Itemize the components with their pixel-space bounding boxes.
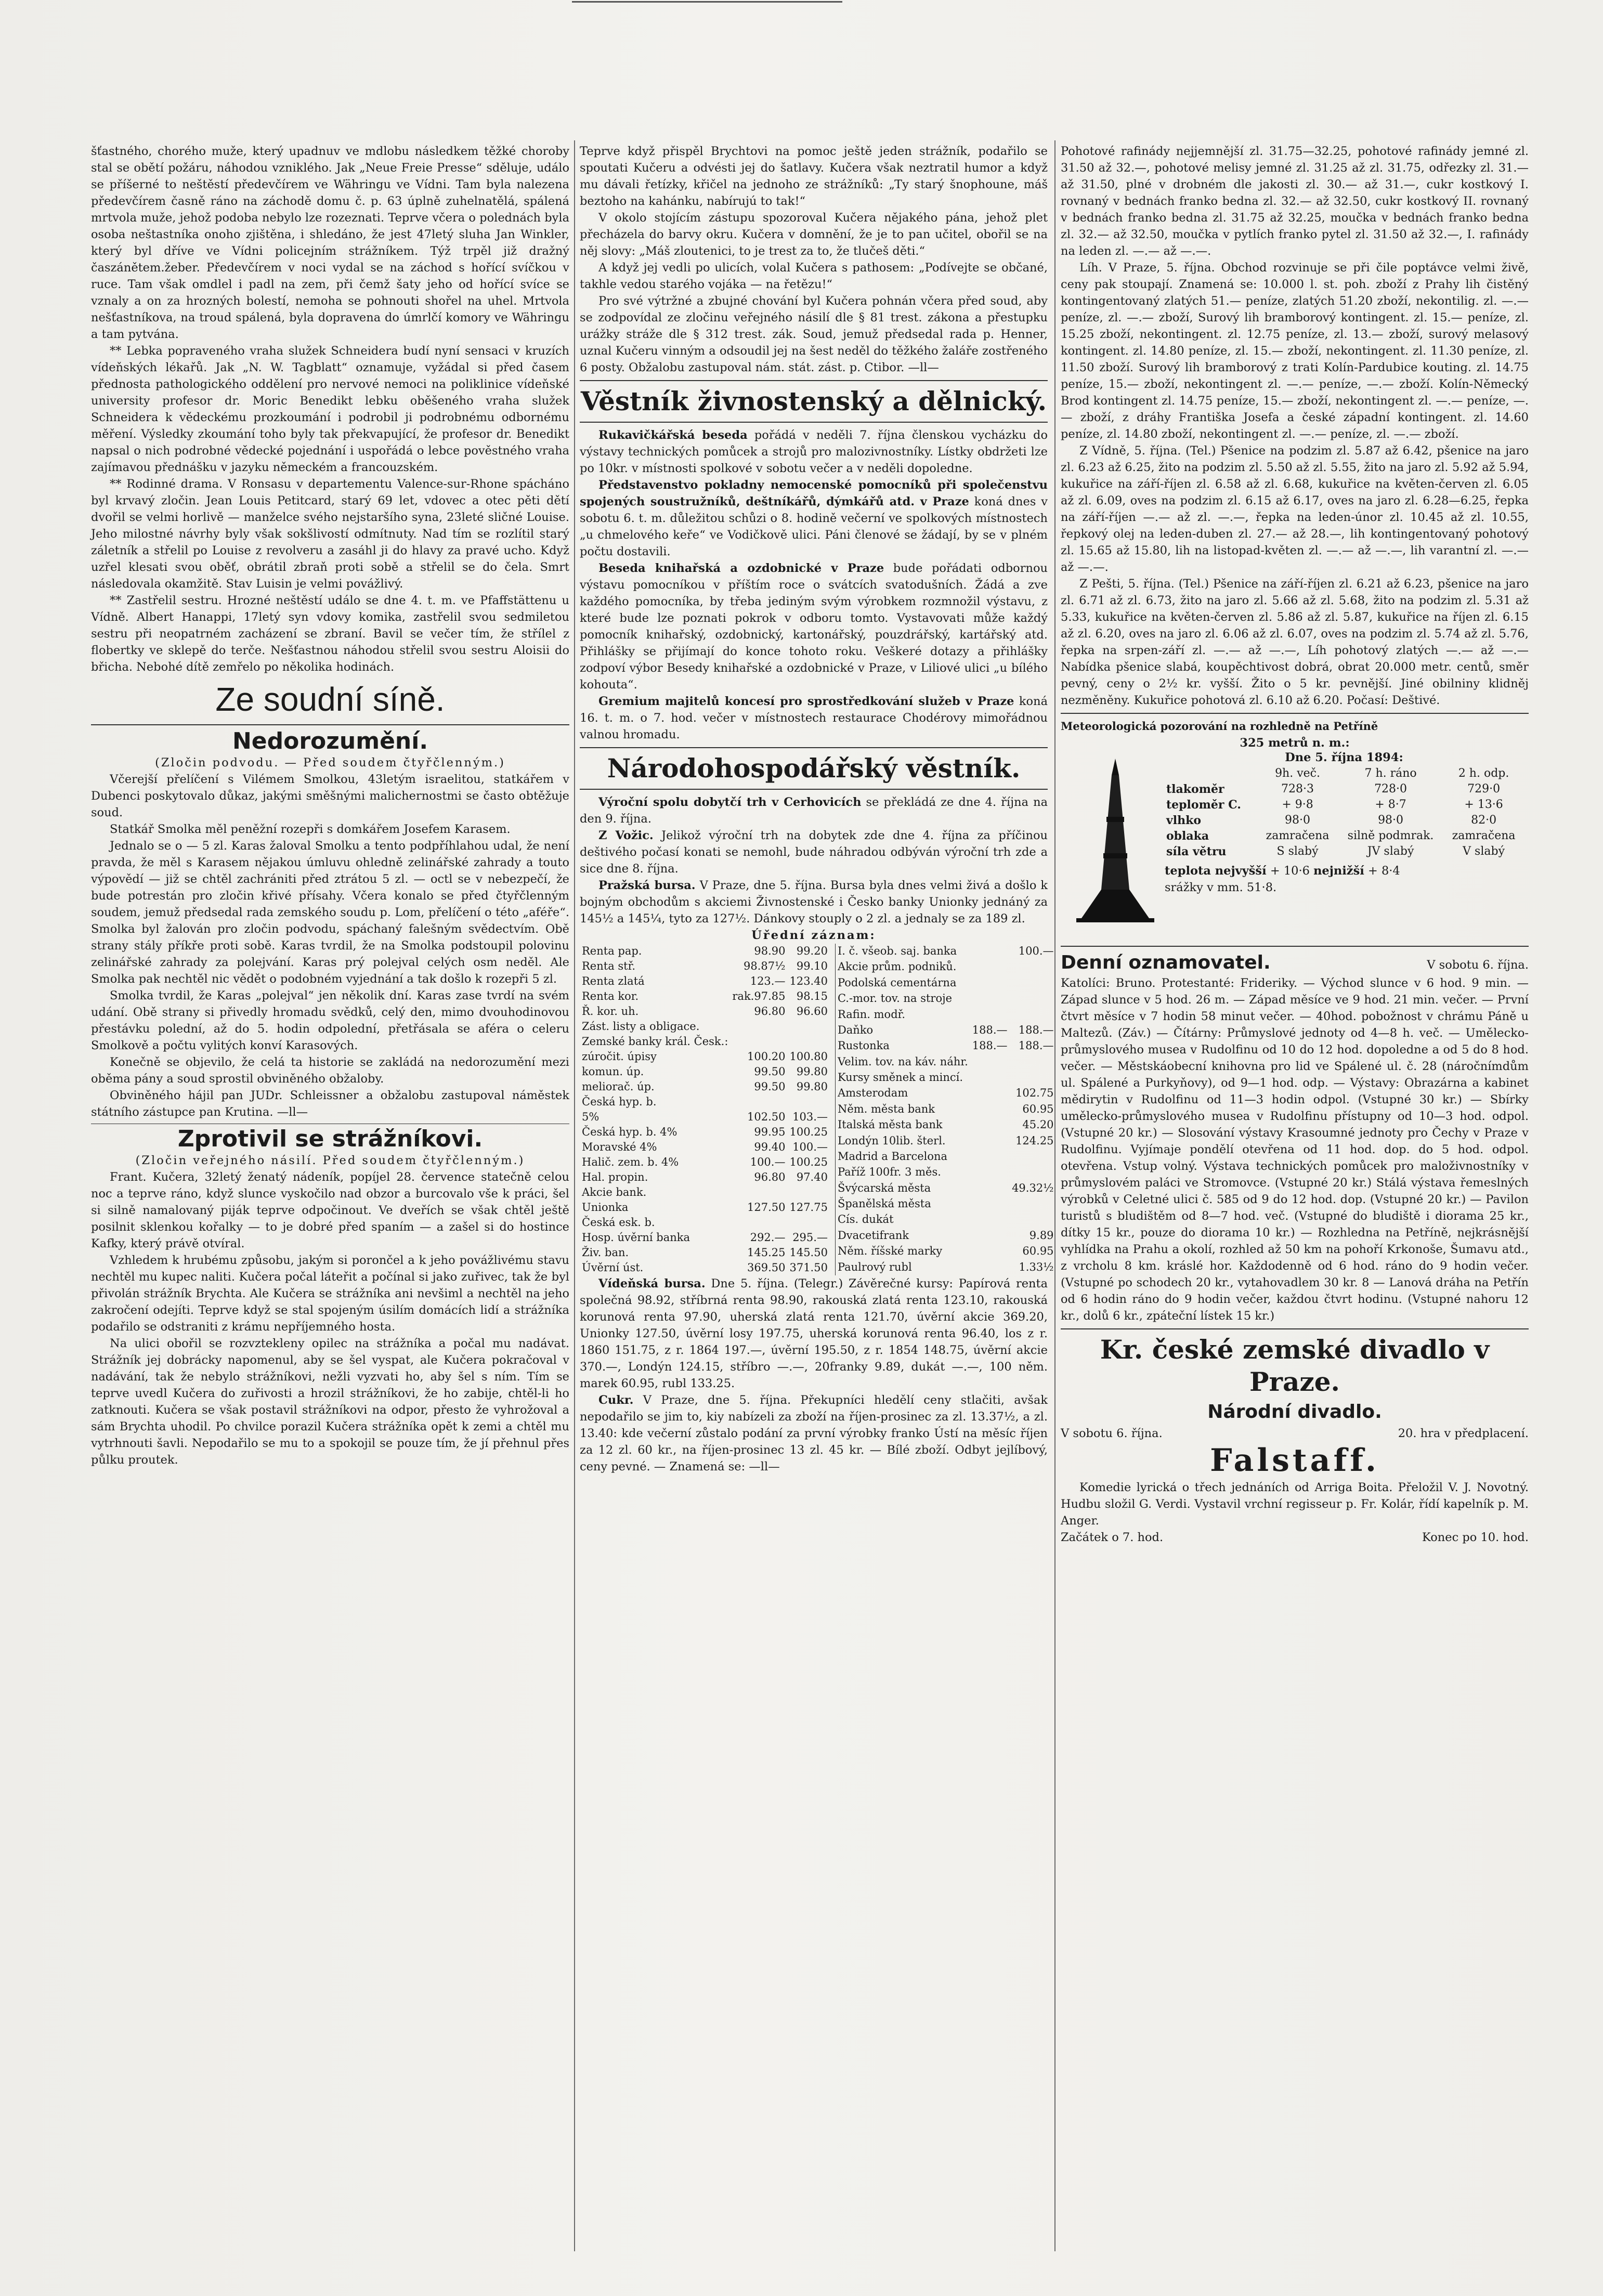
quote-value [970, 1228, 1010, 1244]
quote-row [580, 989, 830, 1004]
notice-head: Výroční spolu dobytčí trh v Cerhovicích [598, 795, 862, 809]
quote-value: 96.80 [754, 1171, 786, 1183]
divider [1061, 1328, 1529, 1329]
quote-value: 98.87½ [743, 960, 786, 972]
quote-row [580, 1155, 830, 1170]
quote-name: Španělská města [837, 1197, 931, 1210]
quote-value: 98.15 [796, 990, 828, 1002]
quotes-left-table [580, 944, 830, 1275]
quote-row [835, 959, 1055, 975]
meteo-table [1165, 766, 1523, 859]
quote-row [835, 1196, 1055, 1212]
notice-head: Z Vožic. [598, 829, 654, 842]
quote-value [970, 959, 1010, 975]
divider [580, 422, 1048, 423]
theatre-dates [1061, 1425, 1529, 1442]
quote-value [970, 1117, 1010, 1133]
quote-row [835, 991, 1055, 1007]
quote-row [835, 1149, 1055, 1165]
quote-value: 102.75 [1015, 1087, 1054, 1100]
case-title: Nedorozumění. [232, 728, 428, 754]
case-paragraph: Statkář Smolka měl peněžní rozepři s domkářem Josefem Karasem. [110, 823, 511, 836]
case-paragraph: Na ulici obořil se rozvztekleny opilec na strážníka a počal mu nadávat. Strážník jej dobrácky napomenul, aby se šel vyspat, ale Kučera pokračoval v nadávání, tak že nebylo strážníkovi, nežli vyzvati ho, aby šel s ním. Tím se teprve uvedl Kučera do zuřivosti a hrozil strážníkovi, že ho zabije, chtěl-li ho zatknouti. Kučera se však postavil strážníkovi na odpor, přesto že vyhrožoval a sám Brychta uhodil. Po chvilce porazil Kučera strážníka opět k zemi a chtěl mu vytrhnouti šavli. Nepodařilo se mu to a spokojil se pouze tím, že jí přehnul přes půlku proutek. [91, 1337, 569, 1467]
quote-row [580, 974, 830, 989]
quote-row [580, 1079, 830, 1094]
quote-name: Podolská cementárna [837, 976, 957, 989]
quote-value [970, 1165, 1010, 1180]
quote-value [1010, 959, 1055, 975]
case-subtitle: (Zločin veřejného násilí. Před soudem čtyřčlenným.) [135, 1154, 525, 1167]
column-3 [1061, 143, 1529, 1546]
quote-row [835, 1054, 1055, 1070]
quote-name: Rustonka [837, 1039, 890, 1052]
notice-head: Pražská bursa. [598, 879, 696, 892]
meteo-label: síla větru [1166, 845, 1227, 858]
article-paragraph: ** Rodinné drama. V Ronsasu v departementu Valence-sur-Rhone spácháno byl krvavý zločin. Jean Louis Petitcard, starý 69 let, vdovec a otec pěti dětí dvořil se velmi horlivě — manželce svého nejstaršího syna, 23leté sličné Louise. Jeho milostné návrhy byly však sokšlivostí odmítnuty. Nad tím se rozlítil starý záletník a střelil po Louise z revolveru a zasáhl ji do hlavy za pravé ucho. Když uzřel klesati svou oběť, obrátil zbraň proti sobě a střelil se do čela. Smrt následovala okamžitě. Stav Luisin je velmi povážlivý. [91, 477, 569, 591]
quote-value: 127.50 [747, 1201, 786, 1214]
quote-row [580, 959, 830, 974]
quote-value: 96.80 [754, 1005, 786, 1017]
quote-value: 123.40 [789, 975, 828, 987]
meteo-date: Dne 5. října 1894: [1285, 751, 1403, 764]
quote-name: Akcie bank. [582, 1186, 647, 1198]
quote-value [1010, 975, 1055, 991]
quote-row [835, 1165, 1055, 1180]
quote-name: Amsterodam [837, 1087, 908, 1100]
quote-row [835, 975, 1055, 991]
column-divider [574, 140, 575, 2251]
quote-value: 188.— [1018, 1023, 1054, 1036]
article-paragraph: šťastného, chorého muže, který upadnuv ve mdlobu následkem těžké choroby stal se obětí požáru, náhodou vzniklého. Jak „Neue Freie Presse“ sděluje, událo se příšerné to neštěstí předevčírem ve Währingu ve Vídni. Tam byla nalezena předevčírem časně ráno na záchodě domu č. p. 63 úplně zuhelnatělá, spálená mrtvola muže, jehož podoba nebylo lze rozeznati. Teprve včera o polednách byla osoba neštastníka onoho zjištěna, i shledáno, že jest 47letý sluha Jan Winkler, který byl dříve ve Vídni policejním strážníkem. Týž trpěl již dražný časzánětem.žeber. Předevčírem v noci vydal se na záchod s hořící svíčkou v ruce. Tam však omdlel i padl na zem, při čemž šaty jeho od hořící svíce se vznaly a on za hrozných bolestí, nemoha se pohnouti shořel na uhel. Mrtvola nešťastníkova, na troud spálená, byla dopravena do úmrlčí komory ve Währingu a tam pytvána. [91, 145, 569, 341]
quote-row [835, 1086, 1055, 1101]
play-times [1061, 1529, 1529, 1546]
notice-item [580, 877, 1048, 927]
quote-name: Kursy směnek a mincí. [837, 1071, 963, 1084]
quote-value: 145.50 [789, 1246, 828, 1259]
quote-value: 97.40 [796, 1171, 828, 1183]
meteo-altitude: 325 metrů n. m.: [1240, 736, 1350, 750]
article-paragraph: ** Lebka popraveného vraha služek Schneidera budí nyní sensaci v kruzích vídeňských lékařů. Jak „N. W. Tagblatt“ oznamuje, vyžádal si před časem přednosta pathologického oddělení pro nervové nemoci na poliklinice vídeňské university profesor dr. Moric Benedikt lebku oběšeného vraha služek Schneidera k vědeckému prozkoumání i podrobil ji podrobnému odbornému měření. Výsledky zkoumání toho byly tak překvapující, že profesor dr. Benedikt napsal o nich podrobné vědecké pojednání i uspořádá o lebce pověstného vraha zajímavou přednášku v jazyku německém a francouzském. [91, 344, 569, 474]
quote-name: Česká esk. b. [582, 1216, 655, 1229]
quote-name: Renta zlatá [582, 975, 645, 987]
quote-value [970, 1086, 1010, 1101]
meteo-value: + 9·8 [1282, 798, 1313, 811]
quote-value: 99.80 [796, 1065, 828, 1078]
quote-value [970, 944, 1010, 959]
quote-value [970, 1196, 1010, 1212]
quote-value [970, 1054, 1010, 1070]
quote-value: 100.— [1018, 945, 1054, 957]
quote-row [835, 944, 1055, 959]
meteo-value: S slabý [1276, 845, 1319, 858]
theatre-subscription: 20. hra v předplacení. [1398, 1427, 1529, 1440]
quote-name: Zemské banky král. Česk.: [582, 1035, 728, 1048]
theatre-title: Kr. české zemské divadlo v Praze. [1100, 1334, 1490, 1397]
case-paragraph: Jednalo se o — 5 zl. Karas žaloval Smolku a tento podpříhlahou udal, že není pravda, že měl s Karasem nějakou úmluvu ohledně zelinářské zahrady a touto výpovědí — již se chtěl zachrániti před ztrátou 5 zl. — octl se v nebezpečí, že bude potrestán pro zločin křivé přísahy. Včera konalo se před čtyřčlenným soudem, jemuž předsedal rada zemského soudu p. Lom, přelíčení o této „aféře“. Smolka byl žalován pro zločin podvodu, spáchaný falešným svědectvím. Obě strany stály příkře proti sobě. Karas tvrdil, že na Smolka podstoupil polovinu zelinářské zahrady za polejvání. Karas prý polejval celých osm neděl. Ale Smolka pak nechtěl nic vědět o podobném vyjednání a tak došlo k rozepři 5 zl. [91, 839, 569, 986]
quote-value [730, 1094, 787, 1110]
meteo-value: 728·3 [1281, 782, 1314, 795]
quote-value [1010, 1070, 1055, 1086]
meteo-time: 7 h. ráno [1364, 767, 1417, 780]
article-paragraph: V okolo stojícím zástupu spozoroval Kučera nějakého pána, jehož plet přecházela do barvy okru. Kučera v domnění, že je to pan učitel, obořil se na něj slovy: „Máš zloutenici, to je trest za to, že tlučeš děti.“ [580, 211, 1048, 258]
quote-row [580, 944, 830, 959]
quote-value [970, 1133, 1010, 1149]
quote-name: Česká hyp. b. 4% [582, 1126, 677, 1138]
quote-value: 188.— [1018, 1039, 1054, 1052]
quote-name: Renta stř. [582, 960, 636, 972]
column-1 [91, 143, 569, 1468]
case-subtitle: (Zločin podvodu. — Před soudem čtyřčlenným.) [155, 756, 505, 769]
quote-value [1010, 1212, 1055, 1228]
meteo-value: zamračena [1452, 829, 1516, 842]
quote-name: Něm. města bank [837, 1102, 935, 1115]
quote-value: 371.50 [789, 1261, 828, 1274]
notice-head: Představenstvo pokladny nemocenské pomocníků při společenstvu spojených soustružníků, deštníkářů, dýmkářů atd. v Praze [580, 478, 1048, 508]
case-paragraph: Vzhledem k hrubému způsobu, jakým si porončel a k jeho povážlivému stavu nechtěl mu kupec naliti. Kučera počal láteřit a počínal si jako zuřivec, tak že byl přivolán strážník Brychta. Ale Kučera se strážníka ani nevšiml a nechtěl na jeho zakročení odejíti. Teprve když se stal spojeným úsilím domácích lidí a strážníka podařilo se odstraniti z krámu nepříjemného hosta. [91, 1254, 569, 1334]
notice-text: V Praze, dne 5. října. Bursa byla dnes velmi živá a došlo k bojným obchodům s akciemi Živnostenské i Česko banky Unionky jednáný za 145½ a 145¼, tyto za 127½. Dánkovy stouply o 2 zl. a jednaly se za 189 zl. [580, 879, 1048, 925]
quote-row [580, 1034, 830, 1049]
quote-name: Velim. tov. na káv. náhr. [837, 1055, 968, 1068]
quote-row [580, 1215, 830, 1230]
daily-header [1061, 951, 1529, 975]
case-paragraph: Včerejší přelíčení s Vilémem Smolkou, 43letým israelitou, statkářem v Dubenci poskytovalo důkaz, jakými směšnými malichernostmi se často obtěžuje soud. [91, 773, 569, 819]
quote-value [1010, 1196, 1055, 1212]
meteo-label: vlhko [1166, 814, 1202, 827]
divider [580, 789, 1048, 790]
quote-value: 188.— [972, 1023, 1008, 1036]
play-end: Konec po 10. hod. [1422, 1531, 1529, 1544]
divider [1061, 946, 1529, 947]
quote-value: 102.50 [747, 1111, 786, 1123]
quote-value: 60.95 [1022, 1245, 1054, 1258]
quote-value: 127.75 [789, 1201, 828, 1214]
market-paragraph: Líh. V Praze, 5. října. Obchod rozvinuje se při čile poptávce velmi živě, ceny pak stoupají. Znamená se: 10.000 l. st. poh. zboží z Prahy lih čistěný kontingentovaný zlatých 51.— peníze, zlatých 51.20 zboží, nekontilig. zl. —.— peníze, zl. —.— zboží, Surový lih bramborový kontingent. zl. 15.— peníze, zl. 15.25 zboží, nekontingent. zl. 12.75 peníze, zl. 13.— zboží, surový melasový kontingent. zl. 14.80 peníze, zl. 15.— zboží, nekontingent. zl. 11.30 peníze, zl. 11.50 zboží. Surový lih bramborový z trati Kolín-Pardubice kouting. zl. 14.75 peníze, 15.— zboží, nekontingent zl. —.— peníze, —.— zboží. Kolín-Německý Brod kontingent zl. 14.75 peníze, 15.— zboží, nekontingent zl. —.— peníze, —.— zboží, z dráhy Františka Josefa a české západní kontingent. zl. 14.60 peníze, zl. 14.80 zboží, nekontingent zl. —.— peníze, zl. —.— zboží. [1061, 261, 1529, 441]
notice-text: V Praze, dne 5. října. Překupníci hledělí ceny stlačiti, avšak nepodařilo se jim to, kiy nabízeli za zboží na říjen-prosinec za zl. 13.37½, a zl. 13.40: kde večerní zůstalo podání za první výrobky franko Ústí na měsíc říjen za 12 zl. 60 kr., na říjen-prosinec 13 zl. 45 kr. — Bílé zboží. Odbyt jejlíbový, ceny pevné. — Znamená se: —ll— [580, 1393, 1048, 1473]
quote-row [835, 1023, 1055, 1038]
article-paragraph: A když jej vedli po ulicích, volal Kučera s pathosem: „Podívejte se občané, takhle vedou starého vojáka — na řetězu!“ [580, 261, 1048, 291]
play-title: Falstaff. [1210, 1442, 1379, 1479]
quote-name: Rafin. modř. [837, 1008, 906, 1021]
meteo-title: Meteorologická pozorování na rozhledně na Petříně [1061, 720, 1378, 733]
quote-name: Paulrový rubl [837, 1260, 912, 1273]
quote-row [835, 1102, 1055, 1117]
quote-row [835, 1244, 1055, 1259]
quote-name: Renta pap. [582, 945, 642, 957]
article-paragraph: Teprve když přispěl Brychtovi na pomoc ještě jeden strážník, podařilo se spoutati Kučeru a odvésti jej do šatlavy. Kučera však neztratil humor a když mu dávali řetízky, křičel na jednoho ze strážníků: „Ty starý šnophoune, máš beztoho na kahánku, nabírujú to tak!“ [580, 145, 1048, 208]
daily-text: Katolíci: Bruno. Protestanté: Frideriky. — Východ slunce v 6 hod. 9 min. — Západ slunce v 5 hod. 26 m. — Západ měsíce ve 9 hod. 21 min. večer. — První čtvrt měsíce v 7 hodin 58 minut večer. — 40hod. pobožnost v chrámu Páně u Maltezů. (Záv.) — Čítárny: Průmyslové jednoty od 4—8 h. več. — Umělecko-průmyslového musea v Rudolfinu od 10 do 12 hod. dopoledne a od 5 do 8 hod. večer. — Městskáobecní knihovna pro lid ve Spálené ul. č. 28 (náročnímdům ul. Spálené a Purkyňovy), od 9—1 hod. odp. — Výstavy: Obrazárna a kabinet mědirytin v Rudolfinu od 11—3 hodin odpol. (Vstupné 30 kr.) — Sbírky umělecko-průmyslového musea v Rudolfinu přístupny od 10—3 hod. odpol. (Vstupné 20 kr.) — Slosování výstavy Krasoumné jednoty pro Čechy v Praze v Rudolfinu. Vyjímaje pondělí otevřena od 11 hod. dop. do 5 hod. odpol. otevřena. Vstup volný. Výstava technických pomůcek pro maloživnostníky v průmyslovém paláci ve Stromovce. (Vstupné 20 kr.) Stálá výstava řemeslných výrobků v Celetné ulici č. 585 od 9 do 12 hod. dop. (Vstupné 20 kr.) — Pavilon turistů s bludištěm od 8—7 hod. več. (Vstupné do bludiště i diorama 25 kr., dítky 15 kr., pouze do diorama 10 kr.) — Rozhledna na Petříně, nejkrásnější vyhlídka na Prahu a okolí, rozhled až 50 km na pohoří Krkonoše, Šumavu atd., z vrcholu 8 km. kráslé hor. Každodenně od 6 hod. ráno do 9 hodin večer. (Vstupné po schodech 20 kr., vytahovadlem 30 kr. 8 — Lanová dráha na Petřín od 6 hodin ráno do 9 hodin večer, každou čtvrt hodinu. (Vstupné nahoru 12 kr., dolů 6 kr., zpáteční lístek 15 kr.) [1061, 976, 1529, 1323]
meteo-value: 98·0 [1378, 814, 1404, 827]
quote-row [580, 1140, 830, 1155]
quote-value: 99.80 [796, 1080, 828, 1093]
notice-text: koná 16. t. m. o 7. hod. večer v místnostech restaurace Chodérovy mimořádnou valnou hromadu. [580, 695, 1048, 741]
quote-value [970, 1102, 1010, 1117]
quote-name: Něm. říšské marky [837, 1245, 943, 1258]
notice-item [580, 477, 1048, 560]
meteo-temp-label: teplota nejvyšší [1165, 864, 1267, 878]
quote-name: Unionka [582, 1201, 629, 1214]
quote-value: 369.50 [747, 1261, 786, 1274]
quote-name: 5% [582, 1111, 600, 1123]
case-paragraph: Frant. Kučera, 32letý ženatý nádeník, popíjel 28. července statečně celou noc a teprve ráno, když slunce vyskočilo nad obzor a burcovalo vše k práci, šel si silně namalovaný piják teprve odpočinout. Ve dveřích se však chtěl ještě posilnit sklenkou kořalky — to je dobré před spaním — a zašel si do hostince Kafky, který právě otvíral. [91, 1170, 569, 1250]
meteo-value: + 8·7 [1375, 798, 1406, 811]
quote-value: 99.50 [754, 1080, 786, 1093]
quote-value [1010, 1007, 1055, 1023]
meteo-rain: srážky v mm. 51·8. [1165, 881, 1277, 894]
meteo-label: tlakoměr [1166, 782, 1224, 796]
notice-text: bude pořádati odbornou výstavu pomocníkou v příštím roce o svátcích svatodušních. Žádá a zve každého pomocníka, by třeba jediným svým výrobkem rozmnožil výstavu, z které bude lze poznati pokrok v odboru tomto. Vystavovati může každý pomocník knihařský, ozdobnický, kartonářský, pouzdrářský, kartářský atd. Přihlášky se přijímají do konce tohoto roku. Veškeré dotazy a přihlášky zodpoví výbor Besedy knihařské a ozdobnické v Praze, v Liliové ulici „u bílého kohouta“. [580, 562, 1048, 692]
quote-value [970, 1149, 1010, 1165]
divider [580, 747, 1048, 748]
quote-value: 100.80 [789, 1050, 828, 1063]
quote-value: 49.32½ [1012, 1181, 1054, 1194]
quote-row [580, 1004, 830, 1019]
quote-value: 99.40 [754, 1141, 786, 1153]
case-paragraph: Konečně se objevilo, že celá ta historie se zakládá na nedorozumění mezi oběma pány a soud sprostil obviněného obžaloby. [91, 1055, 569, 1086]
court-section-title: Ze soudní síně. [215, 681, 445, 718]
quote-value [970, 1260, 1010, 1276]
quote-value [730, 1019, 787, 1034]
quote-row [835, 1212, 1055, 1228]
case-title: Zprotivil se strážníkovi. [177, 1126, 483, 1152]
quote-row [835, 1117, 1055, 1133]
quote-name: meliorač. úp. [582, 1080, 655, 1093]
quote-name: Úvěrní úst. [582, 1261, 644, 1274]
meteo-value: + 13·6 [1464, 798, 1503, 811]
notice-item [580, 794, 1048, 827]
notice-item [580, 560, 1048, 693]
quote-value [970, 975, 1010, 991]
daily-date: V sobotu 6. října. [1427, 958, 1529, 972]
theatre-subtitle: Národní divadlo. [1207, 1401, 1382, 1423]
meteo-value: zamračena [1266, 829, 1330, 842]
quote-value [787, 1094, 829, 1110]
quote-value [970, 1212, 1010, 1228]
notice-head: Beseda knihařská a ozdobnické v Praze [598, 562, 884, 575]
notice-item [580, 1275, 1048, 1392]
market-paragraph: Z Pešti, 5. října. (Tel.) Pšenice na září-říjen zl. 6.21 až 6.23, pšenice na jaro zl. 6.71 až zl. 6.73, žito na jaro zl. 5.66 až zl. 5.68, žito na podzim zl. 5.31 až 5.33, kukuřice na květen-červen zl. 5.86 až zl. 5.87, kukuřice na říjen zl. 6.15 až zl. 6.20, oves na jaro zl. 6.06 až zl. 6.07, oves na podzim zl. 5.74 až zl. 5.76, řepka na srpen-září zl. —.— až —.—, Líh pohotový zlatých —.— až —.— Nabídka pšenice slabá, koupěchtivost dobrá, obrat 20.000 metr. centů, směr pevný, ceny o 2½ kr. vyšší. Žito o 5 kr. pevnější. Jiné obilniny klidněj nezměněny. Kukuřice pohotová zl. 6.10 až 6.20. Počasí: Deštivé. [1061, 577, 1529, 707]
column-2 [580, 143, 1054, 1475]
quote-row [580, 1245, 830, 1260]
quote-row [580, 1170, 830, 1185]
quote-value: 60.95 [1022, 1102, 1054, 1115]
quote-value [1010, 991, 1055, 1007]
quote-name: Zást. listy a obligace. [582, 1020, 700, 1033]
quote-value: 99.50 [754, 1065, 786, 1078]
quote-value: rak.97.85 [732, 990, 786, 1002]
quote-name: C.-mor. tov. na stroje [837, 992, 953, 1005]
quote-value [787, 1019, 829, 1034]
quote-value: 292.— [750, 1231, 786, 1244]
market-paragraph: Pohotové rafinády nejjemnější zl. 31.75—32.25, pohotové rafinády jemné zl. 31.50 až 32.—, pohotové melisy jemné zl. 31.25 až zl. 31.75, odřezky zl. 31.— až 31.50, plné v drobném dle jakosti zl. 30.— až 31.—, cukr kostkový I. rovnaný v bednách franko bedna zl. 32.— až 32.50, cukr kostkový II. rovnaný v bednách franko bedna zl. 31.75 až 32.25, moučka v bednách franko bedna zl. 32.— až 32.50, moučka v pytlích franko pytel zl. 31.50 až 32.—, I. rafinády na leden zl. —.— až —.—. [1061, 145, 1529, 258]
quote-row [580, 1200, 830, 1215]
quote-value: 188.— [972, 1039, 1008, 1052]
meteo-value: JV slabý [1367, 845, 1414, 858]
article-paragraph: ** Zastřelil sestru. Hrozné neštěstí událo se dne 4. t. m. ve Pfaffstättenu u Vídně. Albert Hanappi, 17letý syn vdovy komika, zastřelil svou sedmiletou sestru při neopatrném zacházení se zbraní. Bavil se večer tím, že střílel z flobertky ve sklepě do terče. Nešťastnou náhodou střelil svou sestru Aloisii do břicha. Nebohé dítě zemřelo po několika hodinách. [91, 594, 569, 674]
notice-head: Vídeňská bursa. [598, 1277, 706, 1290]
official-record-title: Úřední záznam: [751, 929, 876, 942]
meteo-label: oblaka [1166, 829, 1209, 843]
quote-value: 99.95 [754, 1126, 786, 1138]
notice-item [580, 827, 1048, 877]
quote-name: komun. úp. [582, 1065, 644, 1078]
meteo-value: 82·0 [1471, 814, 1497, 827]
quote-value [1010, 1149, 1055, 1165]
quote-name: Hal. propin. [582, 1171, 648, 1183]
meteo-temp-min: + 8·4 [1367, 864, 1400, 878]
meteo-box [1061, 718, 1529, 942]
quote-value [970, 1181, 1010, 1196]
quote-row [835, 1007, 1055, 1023]
quotations-tables [580, 944, 1054, 1275]
quote-row [835, 1070, 1055, 1086]
quote-row [835, 1038, 1055, 1054]
meteo-value: silně podmrak. [1347, 829, 1434, 842]
notice-head: Cukr. [598, 1393, 634, 1407]
notice-item [580, 693, 1048, 743]
meteo-temp-min-label: nejnižší [1313, 864, 1364, 878]
top-rule [572, 1, 842, 3]
quote-name: I. č. všeob. saj. banka [837, 945, 957, 957]
case-paragraph: Obviněného hájil pan JUDr. Schleissner a obžalobu zastupoval náměstek státního zástupce pan Krutina. —ll— [91, 1089, 569, 1119]
quote-value: 145.25 [747, 1246, 786, 1259]
divider [1061, 713, 1529, 714]
quote-name: Madrid a Barcelona [837, 1150, 948, 1163]
quote-row [580, 1019, 830, 1034]
quote-value [970, 1007, 1010, 1023]
quote-value: 100.— [750, 1156, 786, 1168]
quotes-right-table [835, 944, 1056, 1275]
quote-value: 96.60 [796, 1005, 828, 1017]
quote-value [970, 1070, 1010, 1086]
quote-name: Moravské 4% [582, 1141, 657, 1153]
quote-name: Halič. zem. b. 4% [582, 1156, 679, 1168]
meteo-label: teploměr C. [1166, 798, 1241, 812]
quote-name: Paříž 100fr. 3 měs. [837, 1166, 941, 1179]
petrin-tower-illustration [1071, 754, 1159, 926]
play-description: Komedie lyrická o třech jednáních od Arriga Boita. Přeložil V. J. Novotný. Hudbu složil G. Verdi. Vystavil vrchní regisseur p. Fr. Kolár, řídí kapelník p. M. Anger. [1061, 1481, 1529, 1528]
quote-name: Renta kor. [582, 990, 639, 1002]
quote-name: Živ. ban. [582, 1246, 629, 1259]
meteo-value: 98·0 [1285, 814, 1311, 827]
notice-head: Rukavičkářská beseda [598, 428, 748, 442]
quote-value: 100.20 [747, 1050, 786, 1063]
notice-text: pořádá v neděli 7. října členskou vycházku do výstavy technických pomůcek a strojů pro malozivnostníky. Lístky obdržeti lze po 10kr. v místnosti spolkové v sobotu večer a v neděli dopoledne. [580, 428, 1048, 475]
quote-row [580, 1110, 830, 1125]
quote-name: Ř. kor. uh. [582, 1005, 639, 1017]
quote-name: Česká hyp. b. [582, 1095, 657, 1108]
quote-row [580, 1185, 830, 1200]
quote-value: 100.25 [789, 1156, 828, 1168]
article-paragraph: Pro své výtržné a zbujné chování byl Kučera pohnán včera před soud, aby se zodpovídal ze zločinu veřejného násilí dle § 81 trest. zákona a přestupku urážky stráže dle § 312 trest. zák. Soud, jemuž předsedal rada p. Henner, uznal Kučeru vinným a odsoudil jej na šest neděl do těžkého žaláře zostřeného 6 posty. Obžalobu zastupoval nám. stát. zást. p. Ctibor. —ll— [580, 294, 1048, 374]
notice-text: koná dnes v sobotu 6. t. m. důležitou schůzi o 8. hodině večerní ve spolkových místnostech „u chmelového keře“ ve Vodičkově ulici. Páni členové se žádají, by se v plném počtu dostavili. [580, 495, 1048, 558]
notice-item [580, 1392, 1048, 1475]
quote-row [835, 1133, 1055, 1149]
meteo-data [1165, 749, 1523, 896]
quote-row [835, 1228, 1055, 1244]
quote-value: 100.— [792, 1141, 828, 1153]
quote-value: 123.— [750, 975, 786, 987]
meteo-value: V slabý [1463, 845, 1505, 858]
quote-value: 99.10 [796, 960, 828, 972]
meteo-value: 728·0 [1374, 782, 1407, 795]
quote-name: Švýcarská města [837, 1181, 931, 1194]
quote-value: 124.25 [1015, 1134, 1054, 1147]
quote-row [835, 1181, 1055, 1196]
meteo-value: 729·0 [1467, 782, 1501, 795]
quote-value: 103.— [792, 1111, 828, 1123]
quote-row [580, 1094, 830, 1110]
market-paragraph: Z Vídně, 5. října. (Tel.) Pšenice na podzim zl. 5.87 až 6.42, pšenice na jaro zl. 6.23 až 6.25, žito na podzim zl. 5.50 až zl. 5.55, žito na jaro zl. 5.92 až 5.94, kukuřice na září-říjen zl. 6.58 až zl. 6.68, kukuřice na květen-červen zl. 6.05 až zl. 6.09, oves na podzim zl. 6.15 až 6.17, oves na jaro zl. 6.28—6.25, řepka na září-říjen —.— až zl. —.—, řepka na leden-únor zl. 10.45 až zl. 10.55, řepkový olej na leden-duben zl. 27.— až 28.—, lih kontingentovaný pohotový zl. 15.65 až 15.80, lih na listopad-květen zl. —.— až —.—, lih varantní zl. —.— až —.—. [1061, 444, 1529, 574]
economy-section-title: Národohospodářský věstník. [607, 753, 1021, 784]
quote-value: 100.25 [789, 1126, 828, 1138]
quote-name: Hosp. úvěrní banka [582, 1231, 690, 1244]
quote-value [1010, 1165, 1055, 1180]
theatre-date: V sobotu 6. října. [1061, 1427, 1163, 1440]
quote-value [787, 1215, 829, 1230]
meteo-time: 9h. več. [1275, 767, 1320, 780]
quote-name: zúročit. úpisy [582, 1050, 657, 1063]
quote-name: Cís. dukát [837, 1213, 894, 1226]
quote-value: 98.90 [754, 945, 786, 957]
meteo-time: 2 h. odp. [1458, 767, 1509, 780]
workers-section-title: Věstník živnostenský a dělnický. [580, 386, 1047, 416]
quote-value: 295.— [792, 1231, 828, 1244]
case-paragraph: Smolka tvrdil, že Karas „polejval“ jen několik dní. Karas zase tvrdí na svém udání. Obě strany si přivedly hromadu svědků, celý den, mimo dvouhodinovou přestávku polední, až do 5. hodin odpolední, přetřásala se aféra o celeru Smolkově a počtu vylitých konví Karasových. [91, 989, 569, 1052]
notice-head: Gremium majitelů koncesí pro sprostředkování služeb v Praze [598, 695, 1014, 708]
quote-value [730, 1215, 787, 1230]
notice-text: Dne 5. října. (Telegr.) Závěrečné kursy: Papírová renta společná 98.92, stříbrná renta 98.90, rakouská zlatá renta 123.10, rakouská korunová renta 97.90, uherská zlatá renta 121.70, úvěrní akcie 369.20, Unionky 127.50, úvěrní losy 197.75, uherská korunová renta 96.40, los z r. 1860 151.75, z r. 1864 197.—, úvěrní 195.50, z r. 1854 148.75, úvěrní akcie 370.—, Londýn 124.15, stříbro —.—, 20franky 9.89, dukát —.—, 100 něm. marek 60.95, rubl 133.25. [580, 1277, 1048, 1390]
quote-name: Akcie prům. podniků. [837, 960, 957, 973]
quote-row [580, 1049, 830, 1064]
quote-name: Londýn 10lib. šterl. [837, 1134, 946, 1147]
quote-row [580, 1260, 830, 1275]
play-start: Začátek o 7. hod. [1061, 1531, 1164, 1544]
quote-value: 99.20 [796, 945, 828, 957]
quote-value [787, 1185, 829, 1200]
quote-value: 9.89 [1029, 1229, 1054, 1242]
quote-row [580, 1125, 830, 1140]
quote-value [970, 991, 1010, 1007]
quote-value [730, 1034, 787, 1049]
quote-name: Daňko [837, 1023, 874, 1036]
quote-name: Dvacetifrank [837, 1229, 909, 1242]
quote-row [580, 1230, 830, 1245]
notice-item [580, 427, 1048, 477]
quote-value: 45.20 [1022, 1118, 1054, 1131]
meteo-temp-max: + 10·6 [1270, 864, 1310, 878]
quote-name: Italská města bank [837, 1118, 943, 1131]
quote-value [1010, 1054, 1055, 1070]
quote-value [730, 1185, 787, 1200]
notice-text: Jelikož výroční trh na dobytek zde dne 4. října za příčinou deštivého počasí konati se nemohl, bude náhradou odbýván výroční trh zde a sice dne 8. října. [580, 829, 1048, 876]
quote-value [787, 1034, 829, 1049]
quote-row [580, 1064, 830, 1079]
quote-value [970, 1244, 1010, 1259]
quote-row [835, 1260, 1055, 1276]
quote-value: 1.33½ [1019, 1260, 1054, 1273]
divider [91, 724, 569, 725]
divider [580, 380, 1048, 381]
daily-title: Denní oznamovatel. [1061, 952, 1271, 973]
notice-text: se překládá ze dne 4. října na den 9. října. [580, 795, 1048, 826]
